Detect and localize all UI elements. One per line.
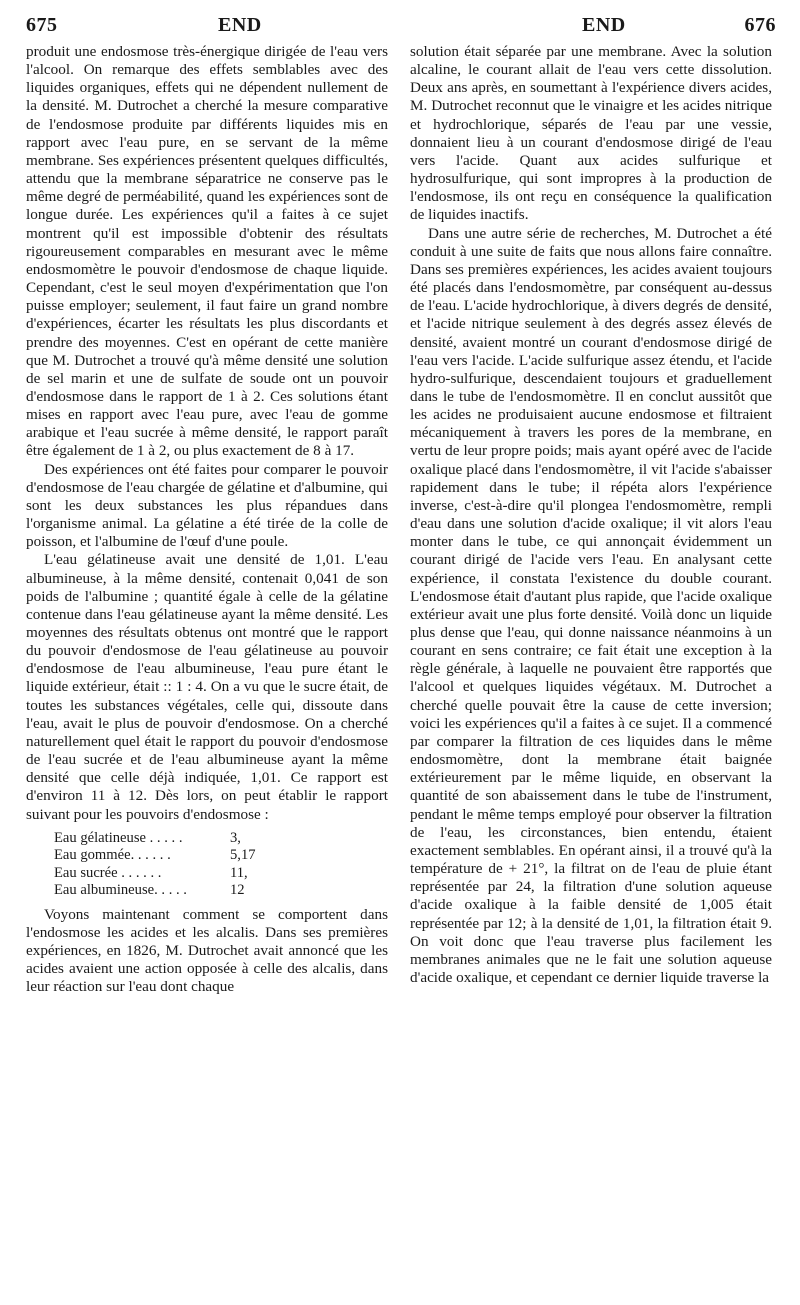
table-row [54,882,264,900]
table-row [54,865,264,883]
table-row-label: Eau albumineuse. . . . . [54,882,187,899]
page-header [26,14,776,42]
left-paragraph-3: L'eau gélatineuse avait une densité de 1,01. L'eau albumineuse, à la même densité, contenait 0,041 de son poids de l'albumine ; quantité égale à celle de la gélatine contenue dans l'eau gélatineuse ayant la même densité. Les moyennes des résultats obtenus ont montré que le rapport du pouvoir d'endosmose de l'eau gélatineuse au pouvoir d'endosmose de l'eau albumineuse, l'eau pure étant le liquide extérieur, était :: 1 : 4. On a vu que le sucre était, de toutes les substances végétales, celle qui, dissoute dans l'eau, avait le plus de pouvoir d'endosmose. On a cherché naturellement quel était le rapport du pouvoir d'endosmose de l'eau sucrée et de l'eau albumineuse ayant la même densité que celle déjà indiquée, 1,01. Ce rapport est d'environ 11 à 12. Dès lors, on peut établir le rapport suivant pour les pouvoirs d'endosmose : [26,551,388,823]
table-row-label: Eau gélatineuse . . . . . [54,829,183,846]
running-title-left: END [218,14,262,36]
left-paragraph-1: produit une endosmose très-énergique dirigée de l'eau vers l'alcool. On remarque des effets semblables avec des liquides organiques, effets qui ne dépendent nullement de la densité. M. Dutrochet a cherché la mesure comparative de l'endosmose produite par différents liquides mis en rapport avec l'eau pure, en se servant de la même membrane. Ses expériences présentent quelques difficultés, attendu que la membrane séparatrice ne conserve pas le même degré de perméabilité, quand les expériences sont de longue durée. Les expériences qu'il a faites à ce sujet montrent qu'il est impossible d'obtenir des résultats rigoureusement comparables en mesurant avec le même endosmomètre le pouvoir d'endosmose de chaque liquide. Cependant, c'est le seul moyen d'expérimentation que l'on puisse employer; seulement, il faut faire un grand nombre d'expériences, écarter les résultats les plus discordants et prendre des moyennes. C'est en opérant de cette manière que M. Dutrochet a trouvé qu'à même densité une solution de sel marin et une de sulfate de soude ont un pouvoir d'endosmose dans le rapport de 1 à 2. Ces solutions étant mises en rapport avec l'eau pure, avec l'eau de gomme arabique et l'eau sucrée à même densité, le rapport paraît être également de 1 à 2, ou plus exactement de 8 à 17. [26,43,388,460]
table-row-label: Eau gommée. . . . . . [54,847,171,864]
left-paragraph-4: Voyons maintenant comment se comportent dans l'endosmose les acides et les alcalis. Dans ses premières expériences, en 1826, M. Dutrochet avait annoncé que les acides avaient une action opposée à celle des alcalis, dans leur réaction sur l'eau dont chaque [26,905,388,996]
page-number-right: 676 [744,14,776,36]
right-column [410,43,772,987]
table-row-value: 5,17 [230,847,256,864]
left-paragraph-2: Des expériences ont été faites pour comparer le pouvoir d'endosmose de l'eau chargée de gélatine et d'albumine, qui sont les deux substances les plus répandues dans l'organisme animal. La gélatine a été tirée de la colle de poisson, et l'albumine de l'œuf d'une poule. [26,460,388,551]
left-column [26,43,388,997]
right-paragraph-2: Dans une autre série de recherches, M. Dutrochet a été conduit à une suite de faits que nous allons faire connaître. Dans ses premières expériences, les acides avaient toujours été placés dans l'endosmomètre, par conséquent au-dessus de l'eau. L'acide hydrochlorique, à divers degrés de densité, et l'acide nitrique seulement à des degrés assez élevés de densité, avaient montré un courant d'endosmose dirigé de l'eau vers l'acide. L'acide sulfurique assez étendu, et l'acide hydro-sulfurique, descendaient toujours et graduellement dans le tube de l'endosmomètre. Il en conclut aussitôt que les acides ne produisaient aucune endosmose et filtraient mécaniquement à travers les pores de la membrane, en vertu de leur propre poids; mais ayant opéré avec de l'acide oxalique placé dans l'endosmomètre, il vit l'acide s'abaisser rapidement dans le tube; il répéta alors l'expérience inverse, c'est-à-dire qu'il plongea l'endosmomètre, rempli d'eau dans une solution d'acide oxalique; il vit alors l'eau monter dans le tube, ce qui annonçait évidemment un courant dirigé de l'acide vers l'eau. En analysant cette expérience, il constata l'existence du double courant. L'endosmose était d'autant plus rapide, que l'acide oxalique extérieur avait une plus forte densité. Voilà donc un liquide plus dense que l'eau, qui donne naissance néanmoins à un courant en sens contraire; ce fait était une exception à la règle générale, à laquelle ne pouvaient être rapportés que l'alcool et quelques liquides végétaux. M. Dutrochet a cherché quelle pouvait être la cause de cette inversion; voici les expériences qu'il a faites à ce sujet. Il a commencé par comparer la filtration de ces liquides dans le même endosmomètre, dont la membrane était baignée extérieurement par le même liquide, en observant la quantité de son abaissement dans le tube de l'instrument, pendant le même temps employé pour observer la filtration de l'eau, les circonstances, bien entendu, étaient exactement semblables. En opérant ainsi, il a trouvé qu'à la température de + 21°, la filtrat on de l'eau de pluie étant représentée par 24, la filtration d'une solution aqueuse d'acide oxalique à la faible densité de 1,005 était représentée par 12; à la densité de 1,01, la filtration était 9. On voit donc que l'eau traverse plus facilement les membranes animales que ne le fait une solution aqueuse d'acide oxalique, et cependant ce dernier liquide traverse la [410,224,772,986]
page-number-left: 675 [26,14,58,36]
table-row-value: 11, [230,864,248,881]
table-row-value: 3, [230,829,241,846]
table-row [54,847,264,865]
running-title-right: END [582,14,626,36]
endosmose-table [54,830,264,900]
table-row-label: Eau sucrée . . . . . . [54,864,162,881]
table-row [54,830,264,848]
table-row-value: 12 [230,882,245,899]
right-paragraph-1: solution était séparée par une membrane. Avec la solution alcaline, le courant allait de l'eau vers cette dissolution. Deux ans après, en soumettant à l'expérience divers acides, M. Dutrochet reconnut que le vinaigre et les acides nitrique et hydrochlorique, séparés de l'eau par une vessie, donnaient lieu à un courant d'endosmose dirigé de l'eau vers l'acide. Quant aux acides sulfurique et hydrosulfurique, qui sont impropres à la production de l'endosmose, ils ont reçu en conséquence la qualification de liquides inactifs. [410,43,772,224]
